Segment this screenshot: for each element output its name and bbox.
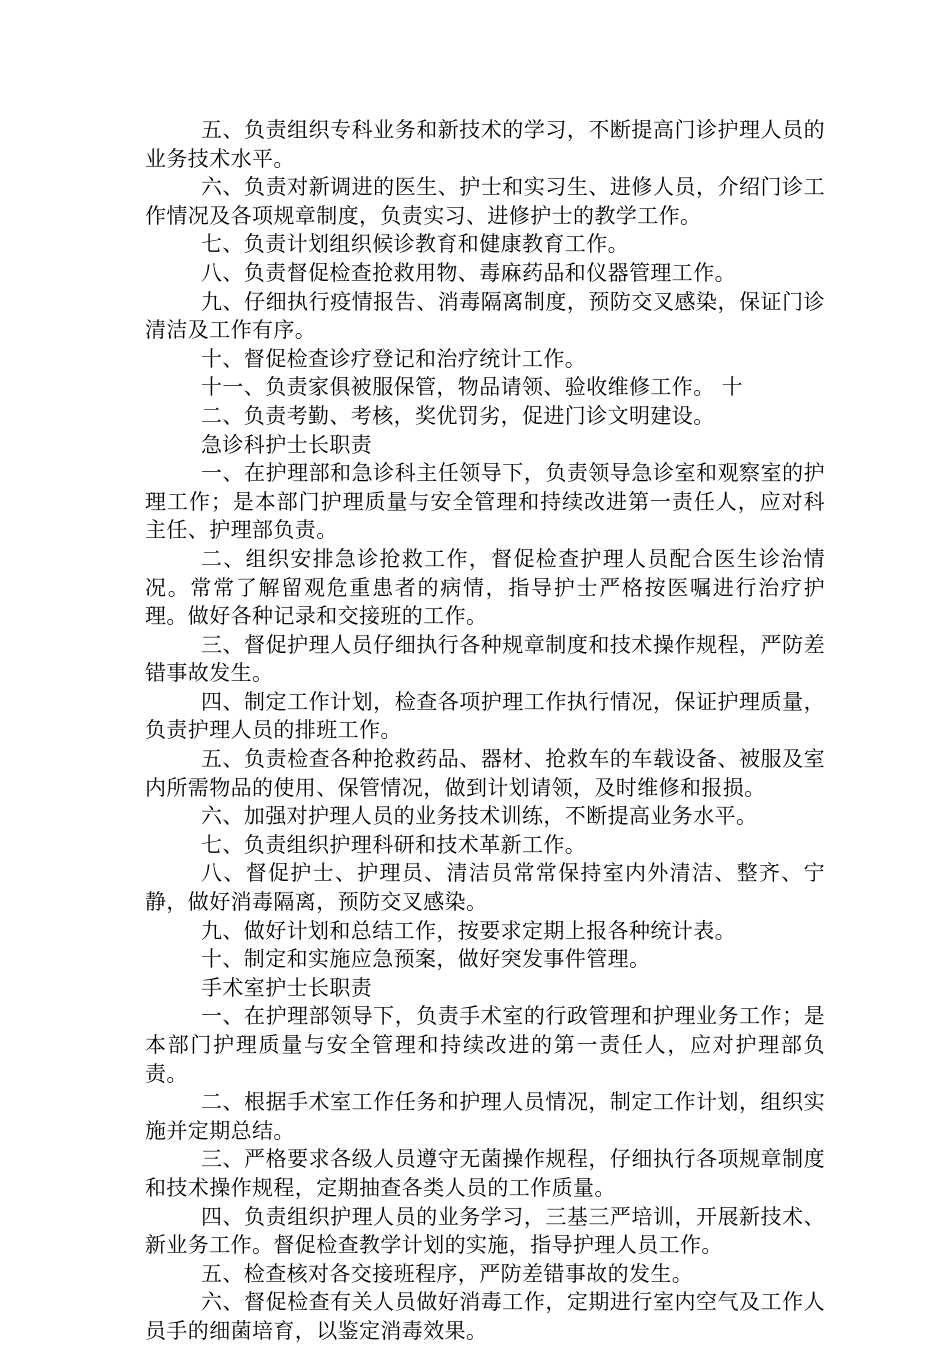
paragraph: 二、负责考勤、考核，奖优罚劣，促进门诊文明建设。 [201, 403, 715, 428]
paragraph: 二、根据手术室工作任务和护理人员情况，制定工作计划，组织实施并定期总结。 [145, 1090, 825, 1143]
paragraph: 九、做好计划和总结工作，按要求定期上报各种统计表。 [201, 918, 736, 943]
document-page [145, 116, 825, 1346]
paragraph: 九、仔细执行疫情报告、消毒隔离制度，预防交叉感染，保证门诊清洁及工作有序。 [145, 289, 825, 343]
paragraph: 三、严格要求各级人员遵守无菌操作规程，仔细执行各项规章制度和技术操作规程，定期抽查各类人员的工作质量。 [145, 1147, 825, 1200]
paragraph: 四、负责组织护理人员的业务学习，三基三严培训，开展新技术、新业务工作。督促检查教学计划的实施，指导护理人员工作。 [145, 1204, 825, 1258]
paragraph: 四、制定工作计划，检查各项护理工作执行情况，保证护理质量，负责护理人员的排班工作。 [145, 689, 825, 743]
paragraph: 六、负责对新调进的医生、护士和实习生、进修人员，介绍门诊工作情况及各项规章制度，负责实习、进修护士的教学工作。 [145, 175, 825, 228]
paragraph: 二、组织安排急诊抢救工作，督促检查护理人员配合医生诊治情况。常常了解留观危重患者的病情，指导护士严格按医嘱进行治疗护理。做好各种记录和交接班的工作。 [145, 546, 825, 629]
paragraph: 七、负责组织护理科研和技术革新工作。 [201, 832, 587, 857]
paragraph: 五、负责组织专科业务和新技术的学习，不断提高门诊护理人员的业务技术水平。 [145, 118, 825, 171]
paragraph: 七、负责计划组织候诊教育和健康教育工作。 [201, 232, 629, 257]
paragraph: 五、检查核对各交接班程序，严防差错事故的发生。 [201, 1261, 694, 1286]
paragraph: 六、督促检查有关人员做好消毒工作，定期进行室内空气及工作人员手的细菌培育，以鉴定消毒效果。 [145, 1290, 825, 1343]
paragraph: 十、督促检查诊疗登记和治疗统计工作。 [201, 346, 587, 371]
paragraph: 六、加强对护理人员的业务技术训练，不断提高业务水平。 [201, 804, 758, 829]
section-heading: 手术室护士长职责 [201, 975, 373, 1000]
paragraph: 一、在护理部和急诊科主任领导下，负责领导急诊室和观察室的护理工作；是本部门护理质量与安全管理和持续改进第一责任人，应对科主任、护理部负责。 [145, 461, 825, 543]
paragraph: 八、负责督促检查抢救用物、毒麻药品和仪器管理工作。 [201, 260, 736, 285]
section-heading: 急诊科护士长职责 [201, 432, 373, 457]
paragraph: 十、制定和实施应急预案，做好突发事件管理。 [201, 947, 651, 972]
paragraph: 八、督促护士、护理员、清洁员常常保持室内外清洁、整齐、宁静，做好消毒隔离，预防交叉感染。 [145, 861, 825, 915]
paragraph: 十一、负责家俱被服保管，物品请领、验收维修工作。 十 [201, 375, 744, 400]
paragraph: 一、在护理部领导下，负责手术室的行政管理和护理业务工作；是本部门护理质量与安全管理和持续改进的第一责任人，应对护理部负责。 [145, 1004, 825, 1086]
paragraph: 三、督促护理人员仔细执行各种规章制度和技术操作规程，严防差错事故发生。 [145, 632, 825, 686]
paragraph: 五、负责检查各种抢救药品、器材、抢救车的车载设备、被服及室内所需物品的使用、保管情况，做到计划请领，及时维修和报损。 [145, 747, 825, 800]
